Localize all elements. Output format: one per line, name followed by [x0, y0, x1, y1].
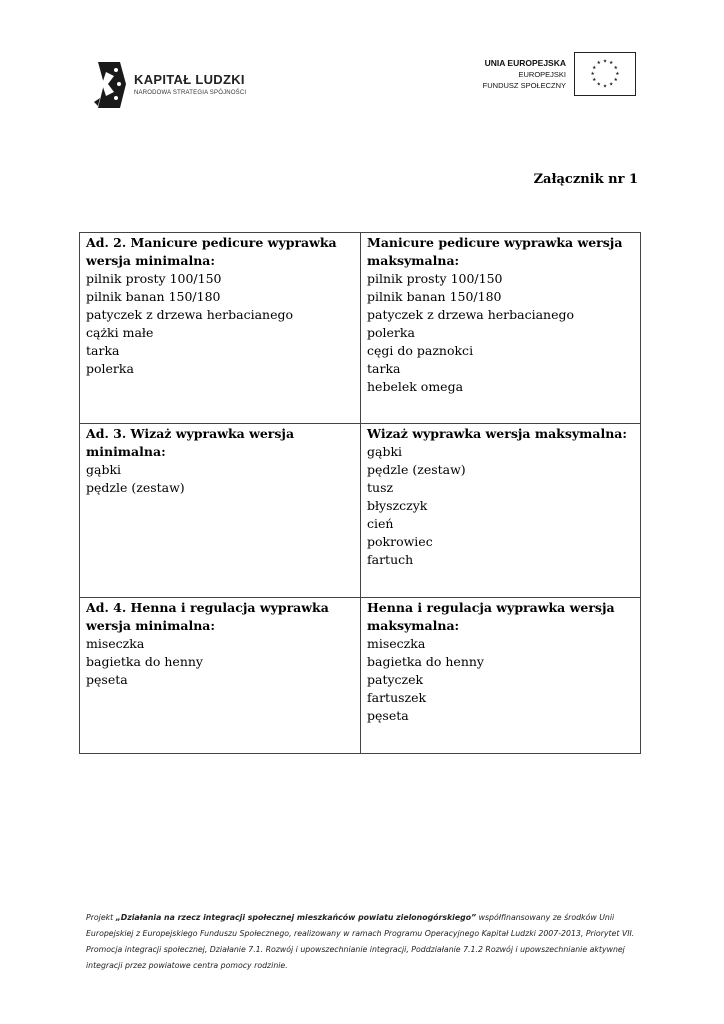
svg-text:★: ★ — [596, 61, 601, 67]
list-item: tusz — [367, 480, 394, 495]
list-item: miseczka — [367, 636, 426, 651]
equipment-table — [79, 232, 641, 754]
list-item: cęgi do paznokci — [367, 343, 474, 358]
table-row — [80, 598, 641, 754]
footer-project-name: „Działania na rzecz integracji społecznej mieszkańców powiatu zielonogórskiego” — [115, 913, 477, 922]
list-item: pędzle (zestaw) — [86, 480, 185, 495]
cell-heading: Ad. 3. Wizaż wyprawka wersja minimalna: — [86, 426, 295, 459]
list-item: pilnik banan 150/180 — [86, 289, 221, 304]
eu-logo-text — [483, 58, 566, 91]
svg-text:★: ★ — [592, 78, 597, 84]
list-item: pęseta — [86, 672, 128, 687]
cell-heading: Henna i regulacja wyprawka wersja maksymalna: — [367, 600, 615, 633]
annex-title: Załącznik nr 1 — [533, 172, 638, 187]
kapital-ludzki-logo-icon — [92, 58, 128, 112]
cell-heading: Manicure pedicure wyprawka wersja maksymalna: — [367, 235, 623, 268]
list-item: fartuszek — [367, 690, 427, 705]
list-item: cążki małe — [86, 325, 154, 340]
table-cell-right — [361, 233, 641, 424]
list-item: fartuch — [367, 552, 414, 567]
footer-description: współfinansowany ze środków Unii Europejskiej z Europejskiego Funduszu Społecznego, realizowany w ramach Programu Operacyjnego Kapitał Ludzki 2007-2013, Priorytet VII. Promocja integracji społecznej, Działanie 7.1. Rozwój i upowszechnianie integracji, Poddziałanie 7.1.2 Rozwój i upowszechnianie aktywnej integracji przez powiatowe centra pomocy rodzinie. — [86, 913, 635, 970]
svg-text:★: ★ — [609, 61, 614, 67]
list-item: pilnik banan 150/180 — [367, 289, 502, 304]
table-cell-left — [80, 598, 361, 754]
eu-logo-line3: FUNDUSZ SPOŁECZNY — [482, 81, 566, 90]
svg-text:★: ★ — [590, 71, 595, 77]
svg-text:★: ★ — [592, 65, 597, 71]
eu-flag-icon — [574, 52, 636, 96]
list-item: bagietka do henny — [86, 654, 203, 669]
table-cell-left — [80, 233, 361, 424]
svg-text:★: ★ — [602, 59, 608, 65]
list-item: patyczek z drzewa herbacianego — [367, 307, 575, 322]
table-cell-right — [361, 424, 641, 598]
svg-text:★: ★ — [613, 65, 618, 71]
list-item: gąbki — [86, 462, 122, 477]
list-item: patyczek — [367, 672, 424, 687]
list-item: tarka — [86, 343, 120, 358]
list-item: pęseta — [367, 708, 409, 723]
table-row — [80, 424, 641, 598]
list-item: hebelek omega — [367, 379, 464, 394]
cell-heading: Wizaż wyprawka wersja maksymalna: — [367, 426, 628, 441]
kapital-ludzki-title: KAPITAŁ LUDZKI — [134, 72, 245, 87]
eu-logo-line1: UNIA EUROPEJSKA — [484, 58, 566, 68]
equipment-table-body — [80, 233, 641, 754]
list-item: miseczka — [86, 636, 145, 651]
kapital-ludzki-logo — [82, 50, 252, 116]
list-item: pilnik prosty 100/150 — [86, 271, 222, 286]
list-item: pokrowiec — [367, 534, 433, 549]
cell-heading: Ad. 4. Henna i regulacja wyprawka wersja minimalna: — [86, 600, 329, 633]
eu-logo — [476, 52, 638, 102]
svg-text:★: ★ — [613, 78, 618, 84]
svg-text:★: ★ — [602, 84, 608, 90]
eu-logo-line2: EUROPEJSKI — [518, 70, 566, 79]
list-item: tarka — [367, 361, 401, 376]
list-item: polerka — [86, 361, 134, 376]
list-item: pilnik prosty 100/150 — [367, 271, 503, 286]
list-item: polerka — [367, 325, 415, 340]
list-item: cień — [367, 516, 394, 531]
kapital-ludzki-subtitle: NARODOWA STRATEGIA SPÓJNOŚCI — [134, 90, 247, 96]
svg-text:★: ★ — [609, 82, 614, 88]
list-item: gąbki — [367, 444, 403, 459]
list-item: bagietka do henny — [367, 654, 484, 669]
table-cell-right — [361, 598, 641, 754]
list-item: pędzle (zestaw) — [367, 462, 466, 477]
list-item: patyczek z drzewa herbacianego — [86, 307, 294, 322]
table-row — [80, 233, 641, 424]
project-footer — [86, 910, 642, 974]
svg-text:★: ★ — [596, 82, 601, 88]
cell-heading: Ad. 2. Manicure pedicure wyprawka wersja minimalna: — [86, 235, 337, 268]
footer-prefix: Projekt — [86, 913, 116, 922]
svg-text:★: ★ — [615, 71, 620, 77]
table-cell-left — [80, 424, 361, 598]
list-item: błyszczyk — [367, 498, 428, 513]
